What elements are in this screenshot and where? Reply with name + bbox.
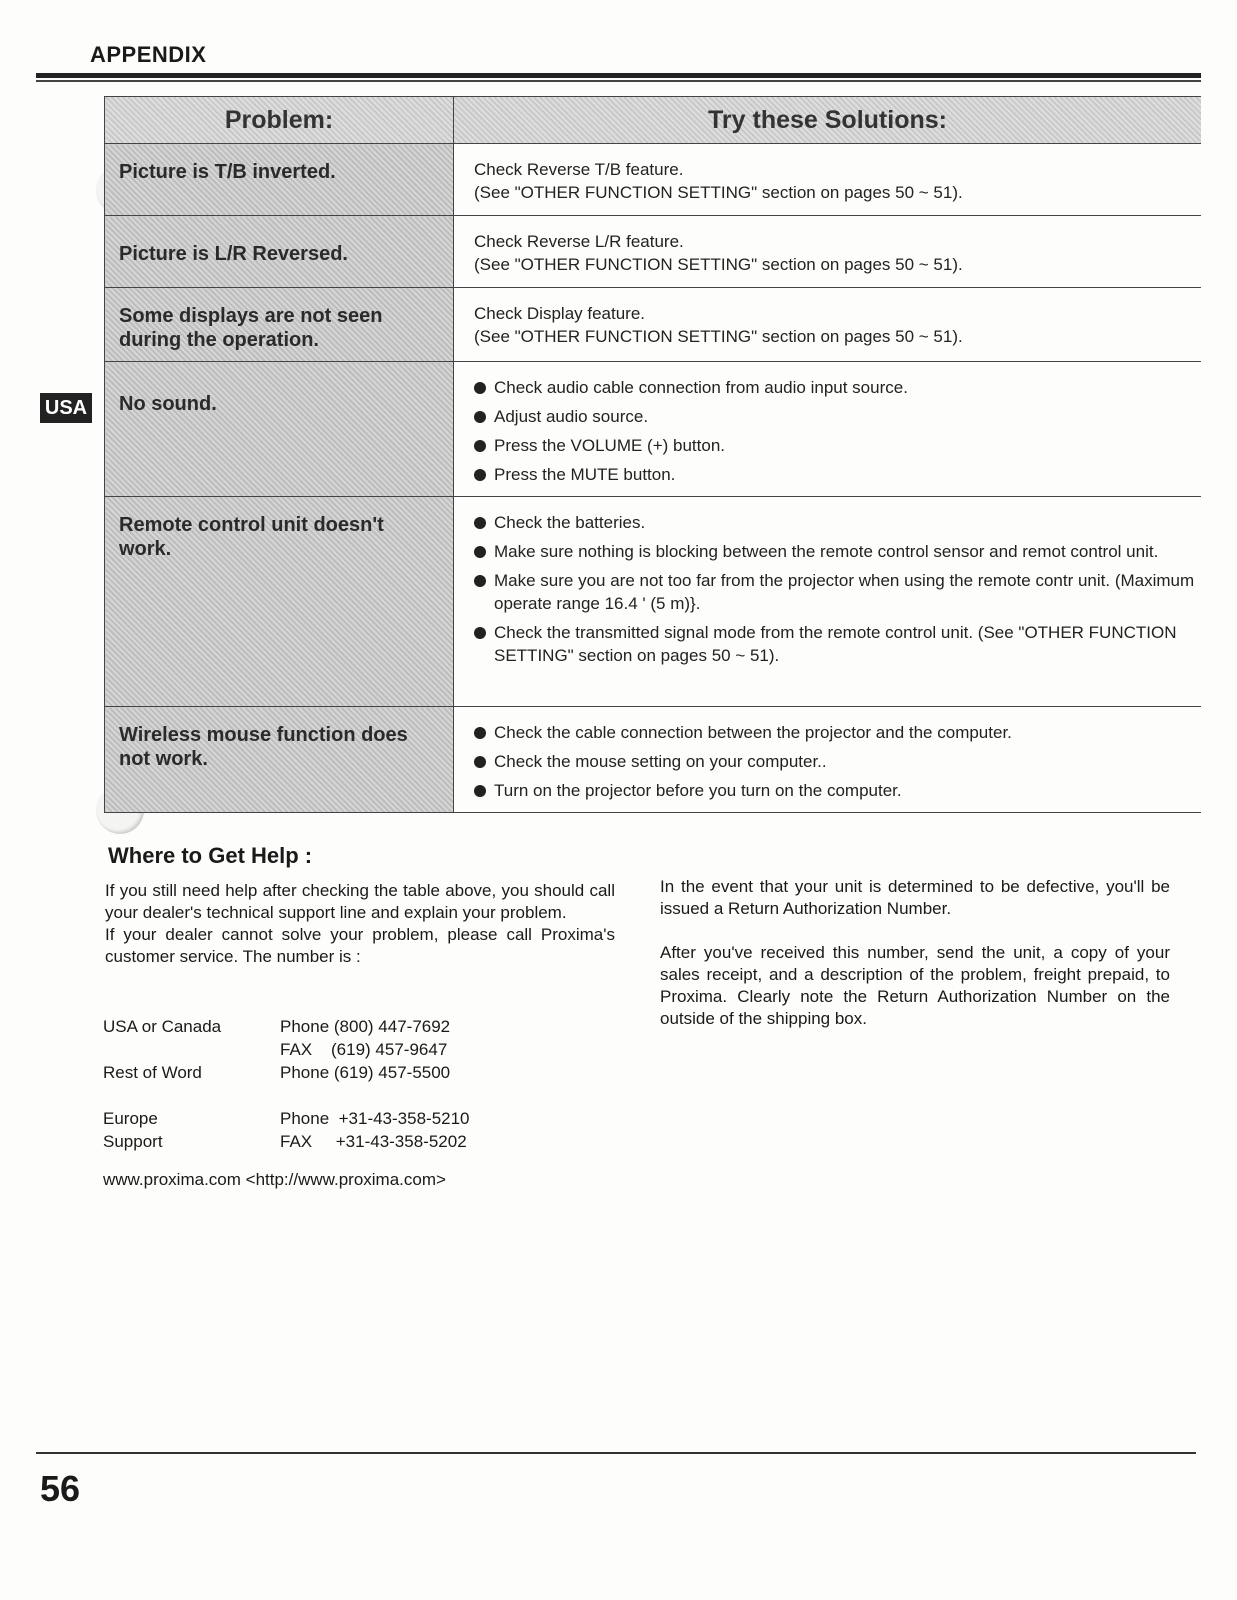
solution-cell: Check Reverse L/R feature. (See "OTHER FUNCTION SETTING" section on pages 50 ~ 51).	[454, 216, 1202, 288]
contact-row	[103, 1107, 470, 1130]
problem-cell: Remote control unit doesn't work.	[105, 497, 454, 707]
header-rule-thin	[36, 80, 1201, 82]
list-item: Press the MUTE button.	[474, 463, 1195, 486]
help-paragraph: After you've received this number, send the unit, a copy of your sales receipt, and a description of the problem, freight prepaid, to Proxima. Clearly note the Return Authorization Number on the outside of the shipping box.	[660, 943, 1170, 1028]
table-row	[105, 497, 1202, 707]
contact-region: Rest of Word	[103, 1063, 202, 1082]
contact-row	[103, 1061, 470, 1084]
table-row	[105, 288, 1202, 362]
list-item: Adjust audio source.	[474, 405, 1195, 428]
table-row	[105, 362, 1202, 497]
contact-region: Europe	[103, 1109, 158, 1128]
list-item: Check the cable connection between the projector and the computer.	[474, 721, 1195, 744]
contact-list	[103, 1015, 470, 1176]
help-paragraph: In the event that your unit is determined to be defective, you'll be issued a Return Authorization Number.	[660, 877, 1170, 918]
solution-cell	[454, 497, 1202, 707]
contact-region	[103, 1038, 280, 1061]
help-left-text	[105, 880, 615, 968]
contact-region: Support	[103, 1132, 163, 1151]
problem-cell: Picture is L/R Reversed.	[105, 216, 454, 288]
table-row	[105, 707, 1202, 813]
problem-cell: Some displays are not seen during the operation.	[105, 288, 454, 362]
table-row	[105, 144, 1202, 216]
list-item: Check audio cable connection from audio input source.	[474, 376, 1195, 399]
problem-header: Problem:	[105, 97, 454, 144]
footer-rule	[36, 1452, 1196, 1454]
website-link[interactable]: www.proxima.com <http://www.proxima.com>	[103, 1170, 446, 1189]
region-tab: USA	[40, 393, 92, 423]
help-right-text	[660, 876, 1170, 1052]
header-rule	[36, 73, 1201, 78]
help-paragraph: If your dealer cannot solve your problem, please call Proxima's customer service. The number is :	[105, 925, 615, 966]
list-item: Make sure you are not too far from the projector when using the remote contr unit. (Maximum operate range 16.4 ' (5 m)}.	[474, 569, 1195, 615]
list-item: Make sure nothing is blocking between the remote control sensor and remot control unit.	[474, 540, 1195, 563]
contact-group-europe	[103, 1107, 470, 1153]
contact-row	[103, 1038, 470, 1061]
contact-number: FAX (619) 457-9647	[280, 1040, 448, 1059]
list-item: Check the batteries.	[474, 511, 1195, 534]
table-row	[105, 216, 1202, 288]
contact-row	[103, 1130, 470, 1153]
list-item: Check the mouse setting on your computer..	[474, 750, 1195, 773]
solution-cell: Check Reverse T/B feature. (See "OTHER FUNCTION SETTING" section on pages 50 ~ 51).	[454, 144, 1202, 216]
problem-cell: Picture is T/B inverted.	[105, 144, 454, 216]
solutions-header: Try these Solutions:	[454, 97, 1202, 144]
solution-cell: Check Display feature. (See "OTHER FUNCTION SETTING" section on pages 50 ~ 51).	[454, 288, 1202, 362]
contact-number: Phone +31-43-358-5210	[280, 1109, 470, 1128]
list-item: Turn on the projector before you turn on the computer.	[474, 779, 1195, 802]
contact-number: FAX +31-43-358-5202	[280, 1132, 467, 1151]
help-title: Where to Get Help :	[108, 843, 313, 868]
contact-number: Phone (619) 457-5500	[280, 1063, 451, 1082]
page-number: 56	[40, 1468, 81, 1509]
solution-cell	[454, 707, 1202, 813]
problem-cell: Wireless mouse function does not work.	[105, 707, 454, 813]
contact-row	[103, 1015, 470, 1038]
troubleshooting-table	[104, 96, 1201, 813]
problem-cell: No sound.	[105, 362, 454, 497]
contact-number: Phone (800) 447-7692	[280, 1017, 451, 1036]
contact-region: USA or Canada	[103, 1017, 222, 1036]
contact-group-north-america	[103, 1015, 470, 1084]
section-header: APPENDIX	[90, 42, 207, 67]
list-item: Press the VOLUME (+) button.	[474, 434, 1195, 457]
help-paragraph: If you still need help after checking the table above, you should call your dealer's technical support line and explain your problem.	[105, 881, 615, 922]
list-item: Check the transmitted signal mode from the remote control unit. (See "OTHER FUNCTION SETTING" section on pages 50 ~ 51).	[474, 621, 1195, 667]
solution-cell	[454, 362, 1202, 497]
